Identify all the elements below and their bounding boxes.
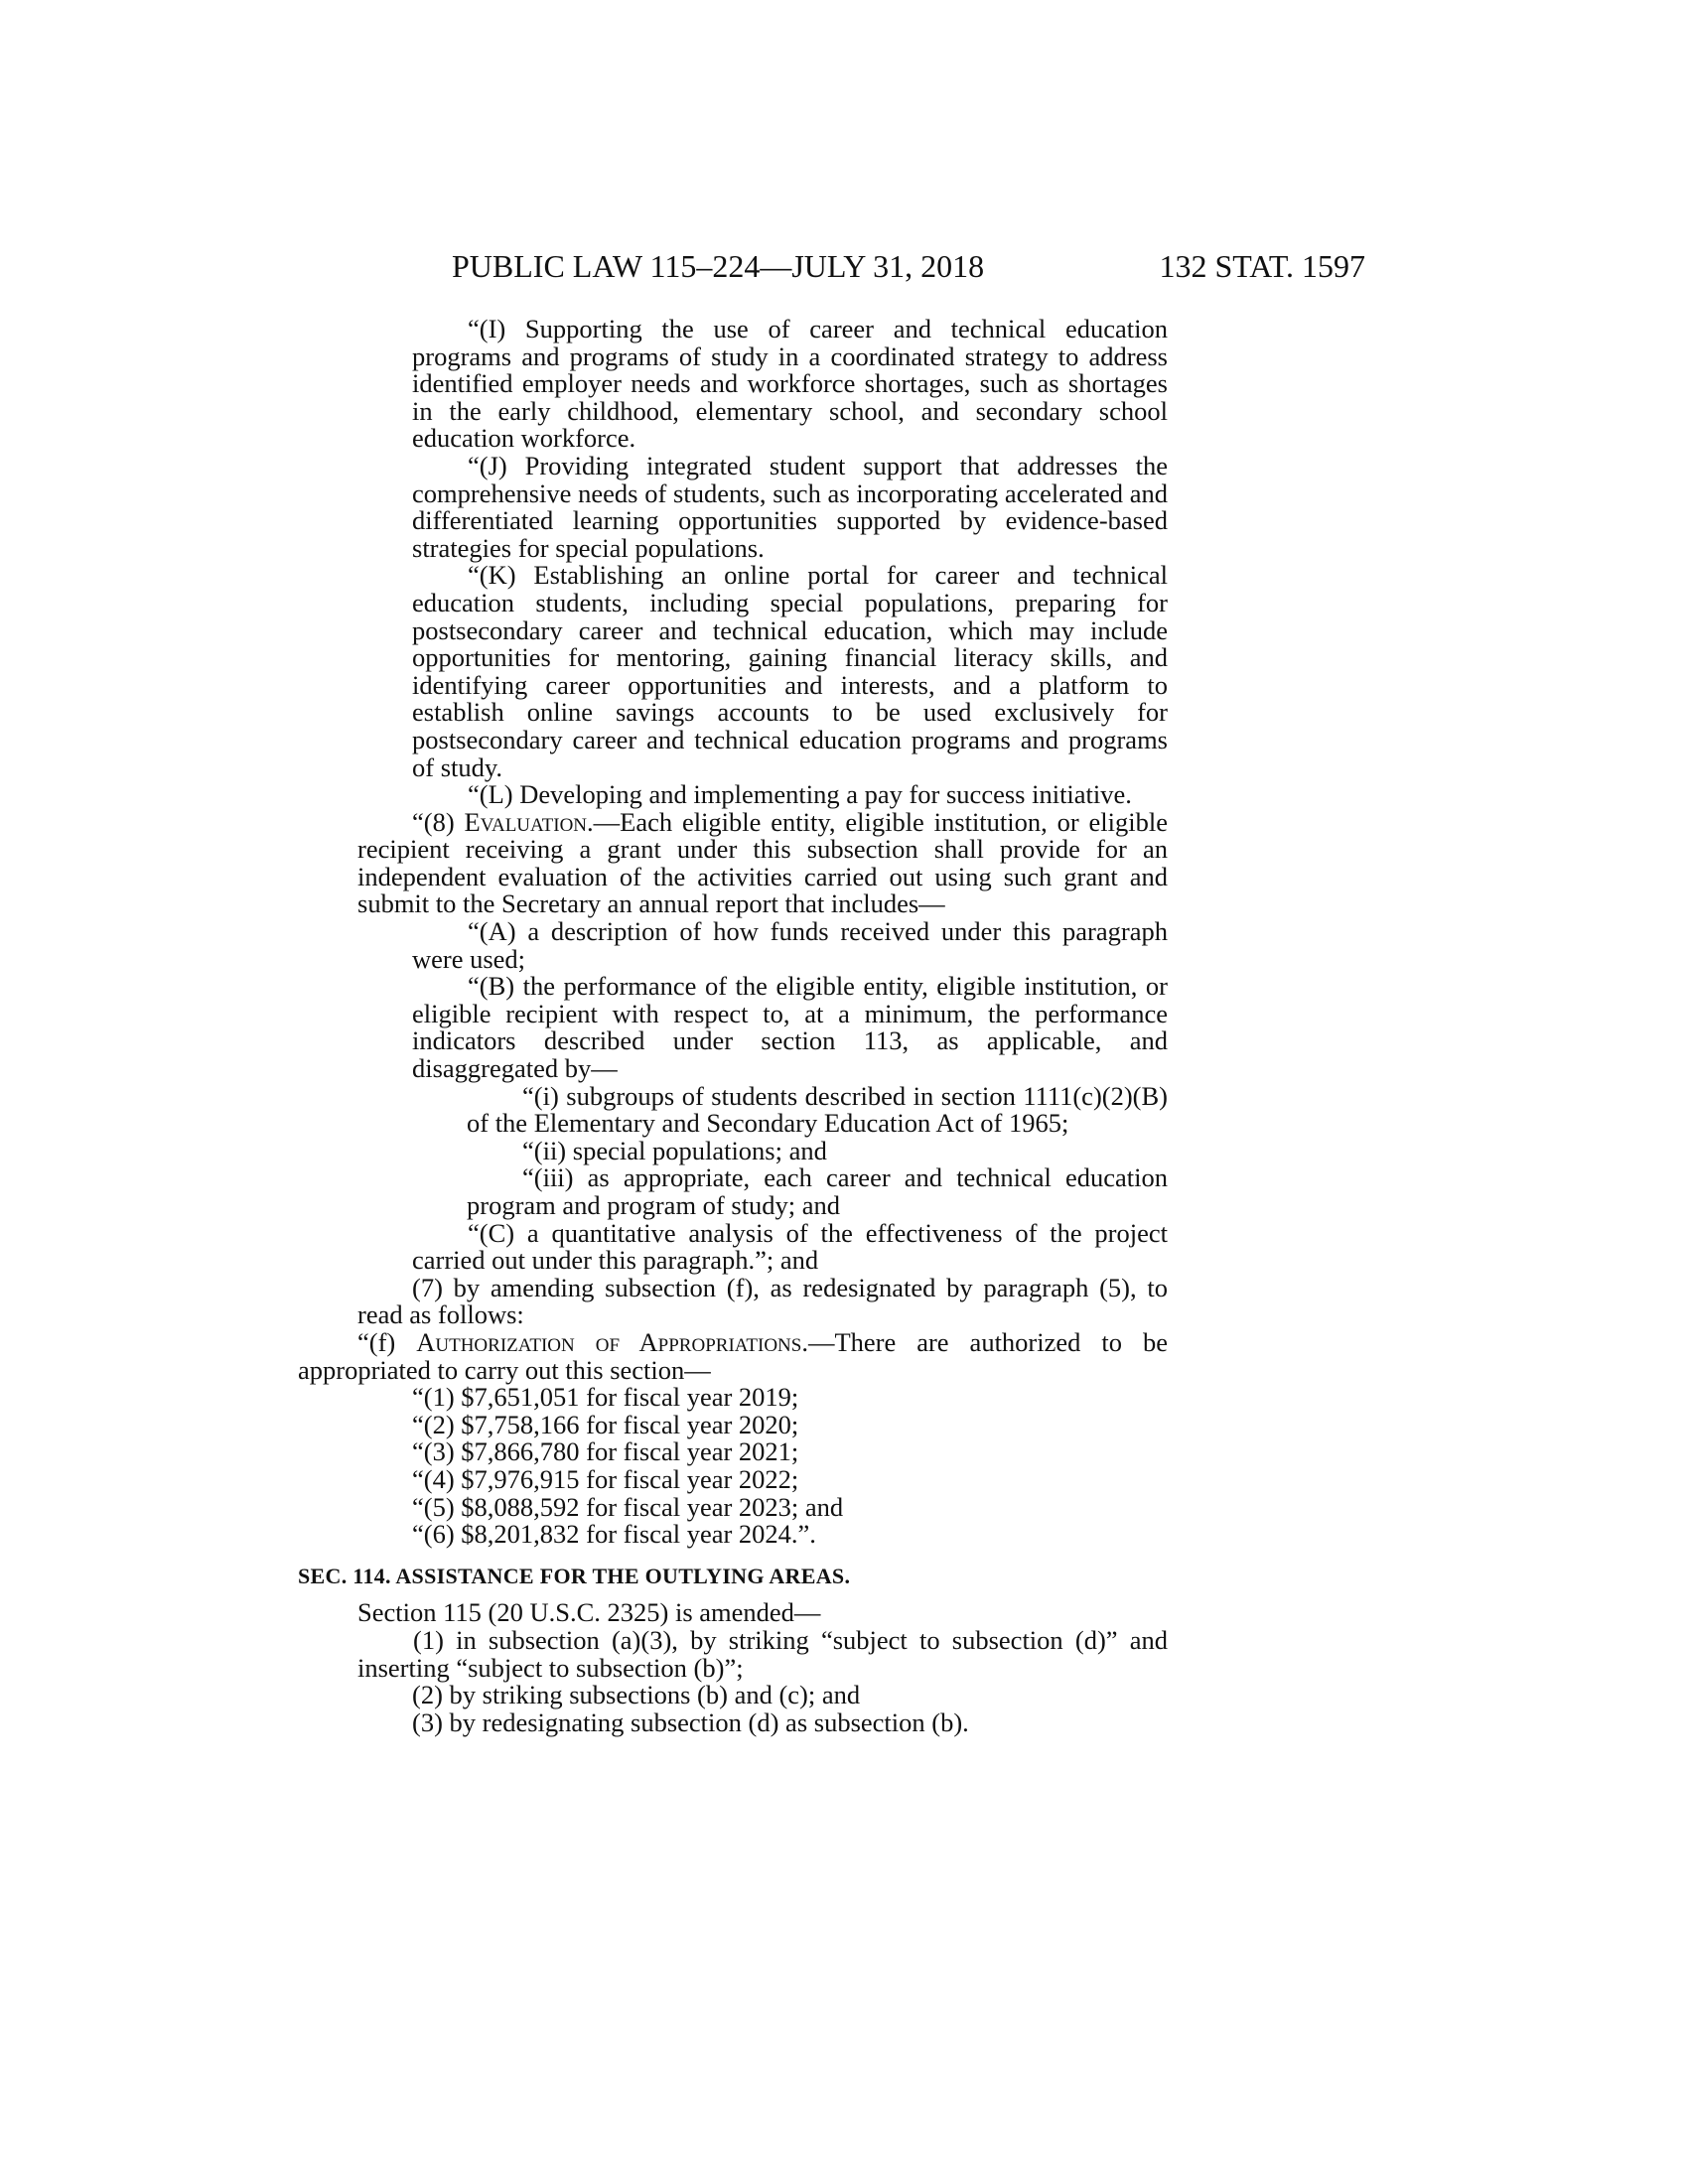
amendment-item: (2) by striking subsections (b) and (c); and	[412, 1680, 861, 1710]
paragraph-text: (7) by amending subsection (f), as redesignated by paragraph (5), to read as follows:	[357, 1272, 1168, 1330]
paragraph-text: “(B) the performance of the eligible entity, eligible institution, or eligible recipient with respect to, at a minimum, the performance indicators described under section 113, as applicable, and disaggregated by—	[412, 971, 1168, 1084]
amendment-item: (3) by redesignating subsection (d) as subsection (b).	[412, 1706, 969, 1737]
appropriation-item: “(2) $7,758,166 for fiscal year 2020;	[412, 1409, 799, 1439]
paragraph-text: “(iii) as appropriate, each career and technical education program and program of study; and	[467, 1162, 1168, 1220]
appropriations-list	[298, 1384, 1168, 1549]
paragraph-text: —There are authorized to be appropriated to carry out this section—	[298, 1326, 1168, 1385]
paragraph-b	[298, 973, 1168, 1082]
appropriation-item: “(1) $7,651,051 for fiscal year 2019;	[412, 1382, 799, 1413]
appropriation-item: “(5) $8,088,592 for fiscal year 2023; and	[412, 1491, 844, 1522]
paragraph-text: “(ii) special populations; and	[522, 1135, 827, 1165]
appropriation-item: “(4) $7,976,915 for fiscal year 2022;	[412, 1463, 799, 1494]
paragraph-number: “(8)	[412, 806, 465, 837]
clause-iii	[298, 1164, 1168, 1219]
paragraph-text: “(J) Providing integrated student support that addresses the comprehensive needs of students, such as incorporating accelerated and differentiated learning opportunities supported by evidence-based strategies for special populations.	[412, 450, 1168, 563]
subsection-f	[298, 1326, 1168, 1385]
law-title: PUBLIC LAW 115–224—JULY 31, 2018	[452, 248, 985, 284]
clause-i	[298, 1080, 1168, 1139]
paragraph-text: “(L) Developing and implementing a pay for success initiative.	[468, 779, 1132, 810]
paragraph-a	[298, 918, 1168, 973]
running-header	[452, 246, 1365, 286]
paragraph-j	[298, 450, 1168, 563]
paragraph-text: —Each eligible entity, eligible institution, or eligible recipient receiving a grant under this subsection shall provide for an independent evaluation of the activities carried out using such grant and submit to the Secretary an annual report that includes—	[357, 806, 1169, 919]
appropriation-item: “(6) $8,201,832 for fiscal year 2024.”.	[412, 1519, 816, 1550]
statute-page-number: 132 STAT. 1597	[1159, 248, 1365, 284]
paragraph-text: “(i) subgroups of students described in section 1111(c)(2)(B) of the Elementary and Secondary Education Act of 1965;	[467, 1080, 1168, 1139]
appropriation-item: “(3) $7,866,780 for fiscal year 2021;	[412, 1436, 799, 1467]
clause-ii	[298, 1135, 1168, 1165]
paragraph-heading: Authorization of Appropriations.	[416, 1326, 808, 1357]
amendment-item: (1) in subsection (a)(3), by striking “subject to subsection (d)” and inserting “subject to subsection (b)”;	[357, 1624, 1168, 1683]
paragraph-number: “(f)	[357, 1326, 417, 1357]
paragraph-text: “(C) a quantitative analysis of the effectiveness of the project carried out under this paragraph.”; and	[412, 1217, 1168, 1276]
paragraph-text: “(A) a description of how funds received under this paragraph were used;	[412, 916, 1168, 974]
paragraph-seven	[298, 1272, 1168, 1330]
paragraph-i-upper	[298, 316, 1168, 453]
paragraph-evaluation	[298, 806, 1169, 919]
document-body	[298, 316, 1168, 1736]
paragraph-l	[298, 781, 1168, 809]
section-heading: SEC. 114. ASSISTANCE FOR THE OUTLYING AREAS.	[298, 1563, 851, 1588]
paragraph-k	[298, 562, 1168, 781]
paragraph-heading: Evaluation.	[464, 806, 594, 837]
paragraph-text: “(K) Establishing an online portal for career and technical education students, including special populations, preparing for postsecondary career and technical education, which may include opportunities for mentoring, gaining financial literacy skills, and identifying career opportunities and interests, and a platform to establish online savings accounts to be used exclusively for postsecondary career and technical education programs and programs of study.	[412, 560, 1168, 782]
paragraph-c	[298, 1217, 1168, 1276]
section-intro: Section 115 (20 U.S.C. 2325) is amended—	[357, 1597, 821, 1628]
paragraph-text: “(I) Supporting the use of career and technical education programs and programs of study in a coordinated strategy to address identified employer needs and workforce shortages, such as shortages in the early childhood, elementary school, and secondary school education workforce.	[412, 314, 1168, 454]
